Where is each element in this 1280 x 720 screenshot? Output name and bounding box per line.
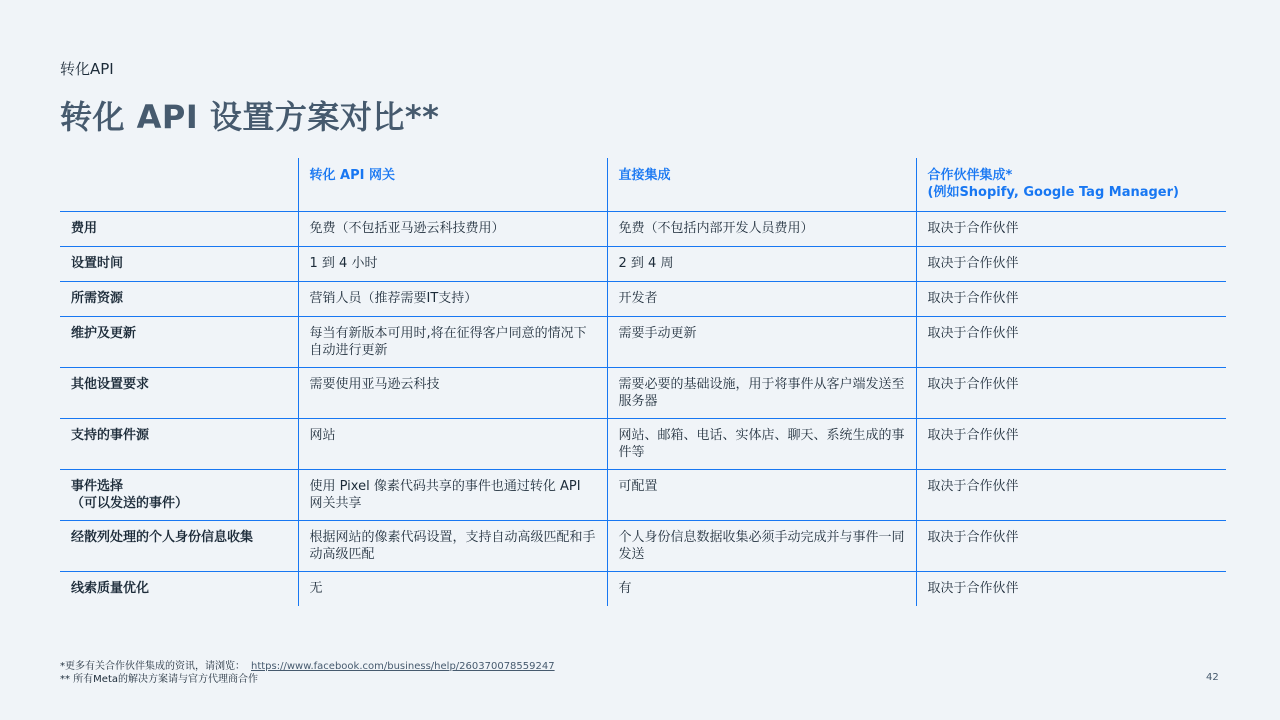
row-label xyxy=(60,470,298,521)
page-number: 42 xyxy=(1206,672,1219,683)
cell-direct: 2 到 4 周 xyxy=(607,247,916,282)
cell-partner: 取决于合作伙伴 xyxy=(916,212,1226,247)
header-partner xyxy=(916,158,1226,212)
table-row xyxy=(60,368,1226,419)
comparison-table xyxy=(60,158,1226,606)
header-partner-label: 合作伙伴集成* xyxy=(927,168,1013,183)
cell-direct: 有 xyxy=(607,572,916,607)
cell-partner: 取决于合作伙伴 xyxy=(916,470,1226,521)
cell-partner: 取决于合作伙伴 xyxy=(916,419,1226,470)
table-row xyxy=(60,212,1226,247)
cell-direct: 可配置 xyxy=(607,470,916,521)
partner-help-link[interactable]: https://www.facebook.com/business/help/260370078559247 xyxy=(251,661,555,672)
cell-partner: 取决于合作伙伴 xyxy=(916,521,1226,572)
header-partner-subtitle: (例如Shopify, Google Tag Manager) xyxy=(927,185,1179,200)
table-row xyxy=(60,572,1226,607)
cell-gateway: 1 到 4 小时 xyxy=(298,247,607,282)
table-row xyxy=(60,317,1226,368)
header-gateway: 转化 API 网关 xyxy=(298,158,607,212)
row-label: 经散列处理的个人身份信息收集 xyxy=(60,521,298,572)
eyebrow-label: 转化API xyxy=(60,60,114,78)
cell-partner: 取决于合作伙伴 xyxy=(916,247,1226,282)
cell-direct: 免费（不包括内部开发人员费用） xyxy=(607,212,916,247)
cell-direct: 需要手动更新 xyxy=(607,317,916,368)
table-header-row xyxy=(60,158,1226,212)
page-title: 转化 API 设置方案对比** xyxy=(60,98,440,136)
row-label: 设置时间 xyxy=(60,247,298,282)
table-row xyxy=(60,521,1226,572)
cell-direct: 个人身份信息数据收集必须手动完成并与事件一同发送 xyxy=(607,521,916,572)
table-row xyxy=(60,419,1226,470)
table-row xyxy=(60,247,1226,282)
header-direct: 直接集成 xyxy=(607,158,916,212)
table-row xyxy=(60,282,1226,317)
cell-gateway: 网站 xyxy=(298,419,607,470)
cell-gateway: 需要使用亚马逊云科技 xyxy=(298,368,607,419)
cell-direct: 开发者 xyxy=(607,282,916,317)
row-label: 线索质量优化 xyxy=(71,581,150,596)
cell-gateway: 使用 Pixel 像素代码共享的事件也通过转化 API 网关共享 xyxy=(298,470,607,521)
cell-gateway: 免费（不包括亚马逊云科技费用） xyxy=(298,212,607,247)
footer-note-2: ** 所有Meta的解决方案请与官方代理商合作 xyxy=(60,674,259,685)
cell-gateway: 营销人员（推荐需要IT支持） xyxy=(298,282,607,317)
header-blank-cell xyxy=(60,158,298,212)
cell-direct: 需要必要的基础设施，用于将事件从客户端发送至服务器 xyxy=(607,368,916,419)
table-row xyxy=(60,470,1226,521)
row-label: 所需资源 xyxy=(60,282,298,317)
cell-gateway: 根据网站的像素代码设置，支持自动高级匹配和手动高级匹配 xyxy=(298,521,607,572)
row-label: 其他设置要求 xyxy=(60,368,298,419)
cell-gateway: 每当有新版本可用时,将在征得客户同意的情况下自动进行更新 xyxy=(298,317,607,368)
footer-note-1-text: *更多有关合作伙伴集成的资讯，请浏览： xyxy=(60,661,245,672)
footer-note-1 xyxy=(60,660,555,673)
row-label: 费用 xyxy=(60,212,298,247)
cell-partner: 取决于合作伙伴 xyxy=(916,282,1226,317)
cell-partner: 取决于合作伙伴 xyxy=(916,368,1226,419)
row-label-sub: （可以发送的事件） xyxy=(71,496,189,511)
footer-notes xyxy=(60,660,555,686)
row-label-main: 事件选择 xyxy=(71,479,124,494)
row-label: 支持的事件源 xyxy=(60,419,298,470)
cell-direct: 网站、邮箱、电话、实体店、聊天、系统生成的事件等 xyxy=(607,419,916,470)
row-label: 维护及更新 xyxy=(60,317,298,368)
cell-partner: 取决于合作伙伴 xyxy=(916,572,1226,607)
cell-gateway: 无 xyxy=(298,572,607,607)
cell-partner: 取决于合作伙伴 xyxy=(916,317,1226,368)
